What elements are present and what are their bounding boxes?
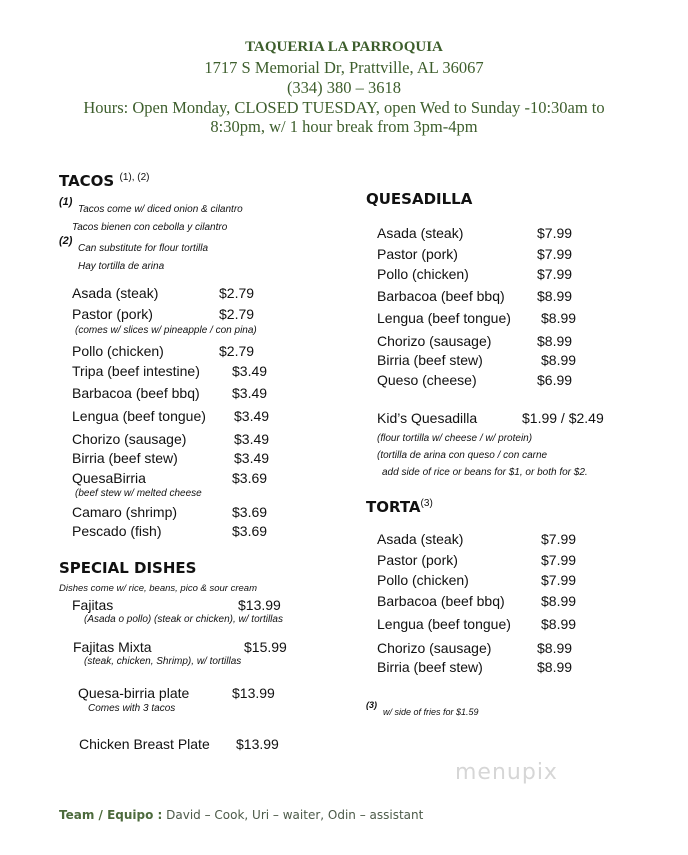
hours-line-1: Hours: Open Monday, CLOSED TUESDAY, open Wed to Sunday -10:30am to <box>83 98 605 117</box>
kids-note-2: (tortilla de arina con queso / con carne <box>377 450 548 461</box>
torta-item-price: $8.99 <box>537 640 573 656</box>
tacos-item-price: $3.49 <box>232 385 268 401</box>
tacos-item-price: $3.49 <box>232 363 268 379</box>
quesadilla-item-price: $7.99 <box>537 225 573 241</box>
torta-title: TORTA <box>366 498 421 516</box>
tacos-item-price: $2.79 <box>219 285 255 301</box>
tacos-item-price: $3.49 <box>234 450 270 466</box>
tacos-item-price: $3.69 <box>232 470 268 486</box>
tacos-item-price: $2.79 <box>219 306 255 322</box>
special-item-name: Fajitas Mixta <box>73 639 152 655</box>
footnote-1-en: Tacos come w/ diced onion & cilantro <box>78 204 243 215</box>
tacos-item-name: Pollo (chicken) <box>72 343 164 359</box>
kids-note-1: (flour tortilla w/ cheese / w/ protein) <box>377 433 533 444</box>
torta-item-name: Birria (beef stew) <box>377 659 483 675</box>
tacos-item-name: Tripa (beef intestine) <box>72 363 200 379</box>
tacos-item-note: (beef stew w/ melted cheese <box>75 488 202 499</box>
torta-item-name: Chorizo (sausage) <box>377 640 492 656</box>
footnote-2-en: Can substitute for flour tortilla <box>78 243 209 254</box>
torta-item-name: Lengua (beef tongue) <box>377 616 511 632</box>
quesadilla-item-name: Barbacoa (beef bbq) <box>377 288 505 304</box>
quesadilla-item-name: Queso (cheese) <box>377 372 477 388</box>
tacos-title: TACOS <box>59 172 115 190</box>
menupix-watermark: menupix <box>455 760 558 785</box>
quesadilla-item-name: Birria (beef stew) <box>377 352 483 368</box>
special-item-note: (steak, chicken, Shrimp), w/ tortillas <box>84 656 242 667</box>
tacos-item-name: Pescado (fish) <box>72 523 162 539</box>
kids-quesadilla-name: Kid’s Quesadilla <box>377 410 478 426</box>
tacos-item-name: Asada (steak) <box>72 285 159 301</box>
kids-quesadilla-price: $1.99 / $2.49 <box>522 410 604 426</box>
torta-item-price: $7.99 <box>541 572 577 588</box>
quesadilla-item-name: Asada (steak) <box>377 225 464 241</box>
quesadilla-item-price: $6.99 <box>537 372 573 388</box>
special-item-name: Fajitas <box>72 597 114 613</box>
special-item-price: $13.99 <box>238 597 281 613</box>
tacos-item-name: Birria (beef stew) <box>72 450 178 466</box>
hours-line-2: 8:30pm, w/ 1 hour break from 3pm-4pm <box>210 117 478 136</box>
tacos-item-name: QuesaBirria <box>72 470 146 486</box>
torta-superscript: (3) <box>420 498 433 509</box>
team-footer <box>59 808 423 822</box>
torta-footnote-mark: (3) <box>366 700 377 710</box>
tacos-heading <box>59 172 149 190</box>
tacos-item-name: Lengua (beef tongue) <box>72 408 206 424</box>
tacos-superscript: (1), (2) <box>119 172 150 183</box>
quesadilla-item-price: $8.99 <box>537 288 573 304</box>
tacos-item-price: $3.69 <box>232 504 268 520</box>
quesadilla-item-price: $8.99 <box>537 333 573 349</box>
tacos-item-name: Camaro (shrimp) <box>72 504 178 520</box>
special-heading: SPECIAL DISHES <box>59 559 197 577</box>
torta-item-price: $8.99 <box>537 659 573 675</box>
footnote-1-mark: (1) <box>59 196 73 208</box>
tacos-item-name: Pastor (pork) <box>72 306 153 322</box>
torta-item-price: $7.99 <box>541 531 577 547</box>
team-label: Team / Equipo : <box>59 808 163 822</box>
phone: (334) 380 – 3618 <box>286 78 402 97</box>
quesadilla-heading: QUESADILLA <box>366 190 473 208</box>
torta-item-name: Pastor (pork) <box>377 552 458 568</box>
footnote-2-mark: (2) <box>59 235 73 247</box>
quesadilla-item-name: Pastor (pork) <box>377 246 458 262</box>
special-item-note: (Asada o pollo) (steak or chicken), w/ tortillas <box>84 614 283 625</box>
tacos-item-note: (comes w/ slices w/ pineapple / con pina) <box>75 325 257 336</box>
tacos-item-name: Barbacoa (beef bbq) <box>72 385 200 401</box>
tacos-item-price: $3.49 <box>234 408 270 424</box>
quesadilla-item-name: Pollo (chicken) <box>377 266 469 282</box>
torta-footnote-text: w/ side of fries for $1.59 <box>383 707 479 717</box>
torta-item-name: Pollo (chicken) <box>377 572 469 588</box>
quesadilla-item-price: $8.99 <box>541 310 577 326</box>
special-item-note: Comes with 3 tacos <box>88 703 176 714</box>
team-members: David – Cook, Uri – waiter, Odin – assistant <box>162 808 424 822</box>
tacos-item-price: $3.49 <box>234 431 270 447</box>
torta-item-price: $8.99 <box>541 593 577 609</box>
tacos-item-name: Chorizo (sausage) <box>72 431 187 447</box>
torta-item-price: $7.99 <box>541 552 577 568</box>
special-item-name: Chicken Breast Plate <box>79 736 210 752</box>
quesadilla-item-price: $8.99 <box>541 352 577 368</box>
tacos-item-price: $2.79 <box>219 343 255 359</box>
torta-item-name: Barbacoa (beef bbq) <box>377 593 505 609</box>
special-item-price: $13.99 <box>236 736 279 752</box>
special-item-name: Quesa-birria plate <box>78 685 190 701</box>
torta-item-name: Asada (steak) <box>377 531 464 547</box>
special-item-price: $13.99 <box>232 685 275 701</box>
quesadilla-item-name: Lengua (beef tongue) <box>377 310 511 326</box>
address: 1717 S Memorial Dr, Prattville, AL 36067 <box>204 58 484 77</box>
tacos-item-price: $3.69 <box>232 523 268 539</box>
quesadilla-item-name: Chorizo (sausage) <box>377 333 492 349</box>
footnote-1-es: Tacos bienen con cebolla y cilantro <box>72 222 228 233</box>
quesadilla-item-price: $7.99 <box>537 266 573 282</box>
torta-heading <box>366 498 433 516</box>
torta-item-price: $8.99 <box>541 616 577 632</box>
special-note: Dishes come w/ rice, beans, pico & sour cream <box>59 583 257 594</box>
footnote-2-es: Hay tortilla de arina <box>78 261 165 272</box>
quesadilla-item-price: $7.99 <box>537 246 573 262</box>
kids-note-3: add side of rice or beans for $1, or both for $2. <box>382 467 588 478</box>
special-item-price: $15.99 <box>244 639 287 655</box>
restaurant-name: TAQUERIA LA PARROQUIA <box>245 39 443 55</box>
